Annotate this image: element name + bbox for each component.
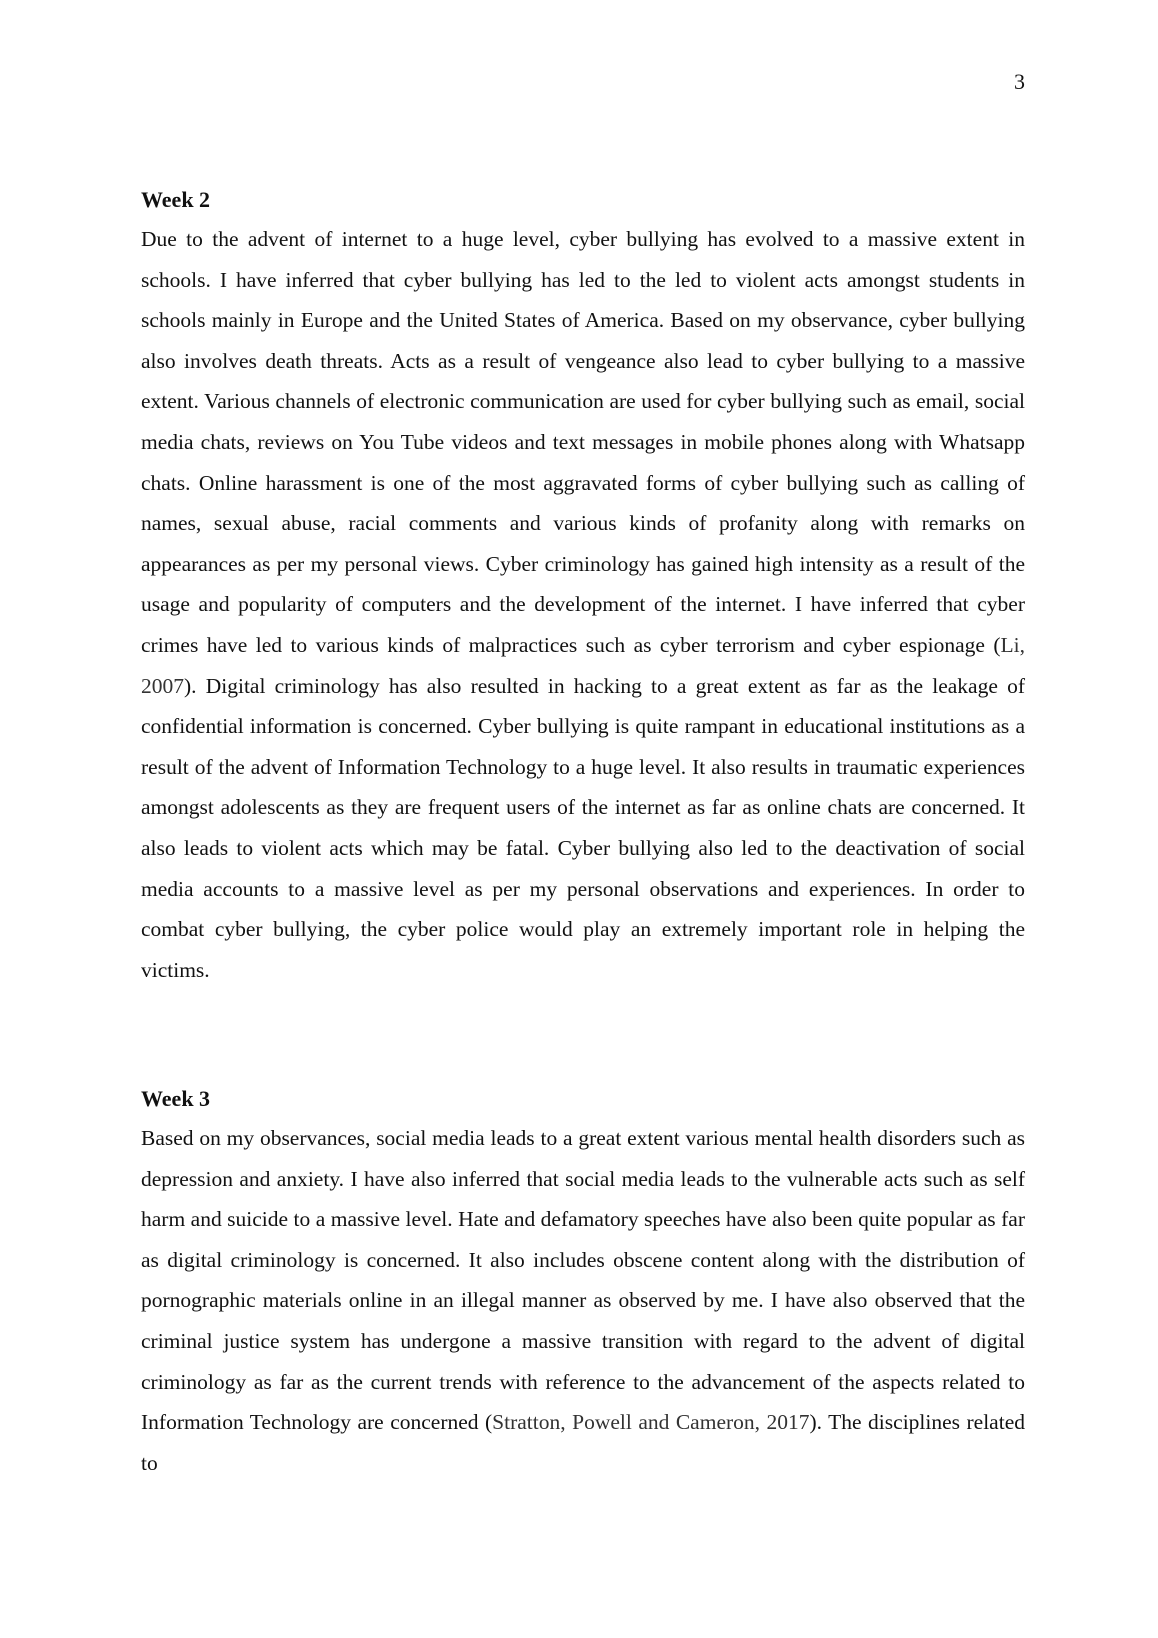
citation: Li, 2007 [141,632,1025,698]
section-week-2 [141,186,1025,990]
citation: Stratton, Powell and Cameron, 2017 [492,1410,810,1435]
paragraph-text: ). The disciplines related to [141,1410,1025,1475]
section-heading: Week 3 [141,1086,211,1111]
paragraph-text: Based on my observances, social media leads to a great extent various mental health disorders such as depression and anxiety. I have also inferred that social media leads to the vulnerable acts such as self harm and suicide to a massive level. Hate and defamatory speeches have also been quite popular as far as digital criminology is concerned. It also includes obscene content along with the distribution of pornographic materials online in an illegal manner as observed by me. I have also observed that the criminal justice system has undergone a massive transition with regard to the advent of digital criminology as far as the current trends with reference to the advancement of the aspects related to Information Technology are concerned ( [141,1126,1025,1435]
section-heading: Week 2 [141,187,211,212]
paragraph-text: Due to the advent of internet to a huge level, cyber bullying has evolved to a massive extent in schools. I have inferred that cyber bullying has led to the led to violent acts amongst students in schools mainly in Europe and the United States of America. Based on my observance, cyber bullying also involves death threats. Acts as a result of vengeance also lead to cyber bullying to a massive extent. Various channels of electronic communication are used for cyber bullying such as email, social media chats, reviews on You Tube videos and text messages in mobile phones along with Whatsapp chats. Online harassment is one of the most aggravated forms of cyber bullying such as calling of names, sexual abuse, racial comments and various kinds of profanity along with remarks on appearances as per my personal views. Cyber criminology has gained high intensity as a result of the usage and popularity of computers and the development of the internet. I have inferred that cyber crimes have led to various kinds of malpractices such as cyber terrorism and cyber espionage ( [141,227,1025,657]
page-number: 3 [1014,69,1025,94]
section-week-3 [141,1085,1025,1483]
paragraph-text: ). Digital criminology has also resulted in hacking to a great extent as far as the leakage of confidential information is concerned. Cyber bullying is quite rampant in educational institutions as a result of the advent of Information Technology to a huge level. It also results in traumatic experiences amongst adolescents as they are frequent users of the internet as far as online chats are concerned. It also leads to violent acts which may be fatal. Cyber bullying also led to the deactivation of social media accounts to a massive level as per my personal observations and experiences. In order to combat cyber bullying, the cyber police would play an extremely important role in helping the victims. [141,673,1025,982]
section-paragraph [141,219,1025,990]
section-paragraph [141,1118,1025,1483]
